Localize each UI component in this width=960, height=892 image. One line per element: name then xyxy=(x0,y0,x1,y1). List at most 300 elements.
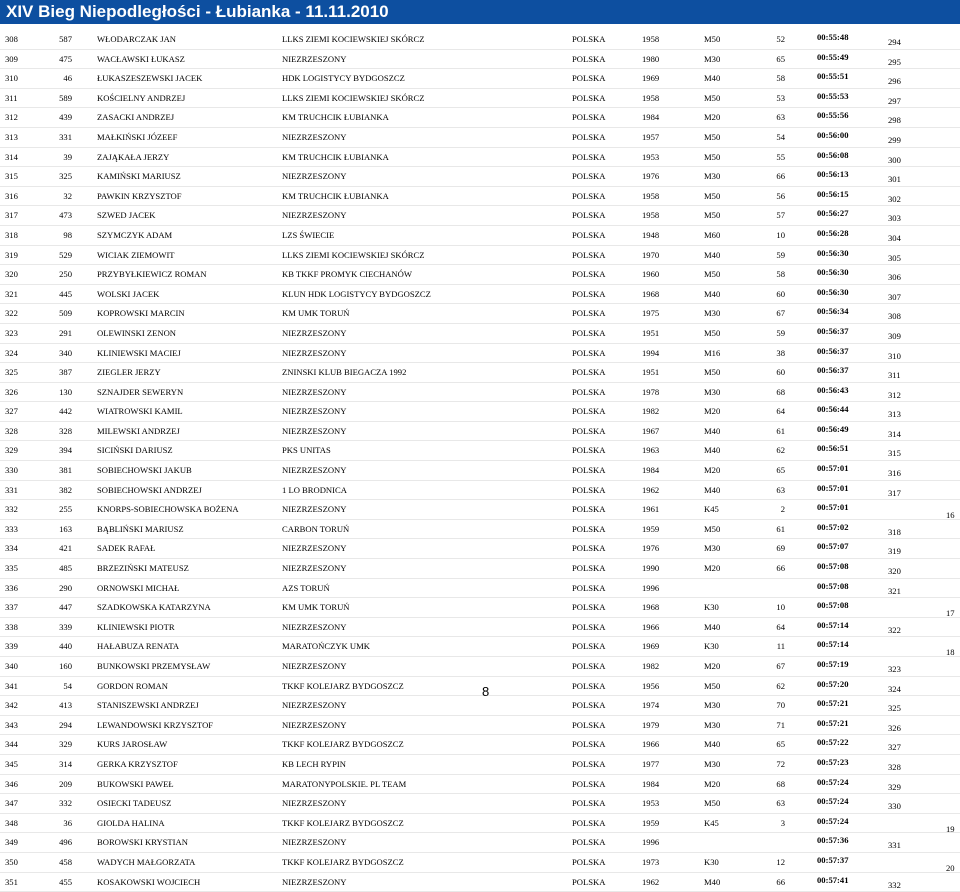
cell-country: POLSKA xyxy=(572,53,606,64)
cell-category: M50 xyxy=(704,798,721,809)
cell-bib: 473 xyxy=(59,210,72,221)
table-row xyxy=(0,775,960,795)
cell-club: NIEZRZESZONY xyxy=(282,876,347,887)
cell-place: 336 xyxy=(5,582,18,593)
cell-women-place: 16 xyxy=(946,510,955,521)
cell-birth-year: 1962 xyxy=(642,876,660,887)
cell-name: SZADKOWSKA KATARZYNA xyxy=(97,602,211,613)
cell-category: M50 xyxy=(704,131,721,142)
cell-category: M16 xyxy=(704,347,721,358)
cell-country: POLSKA xyxy=(572,739,606,750)
cell-club: NIEZRZESZONY xyxy=(282,563,347,574)
cell-time: 00:57:41 xyxy=(817,874,849,885)
table-row xyxy=(0,579,960,599)
cell-place: 310 xyxy=(5,73,18,84)
table-row xyxy=(0,559,960,579)
cell-place: 339 xyxy=(5,641,18,652)
cell-birth-year: 1968 xyxy=(642,602,660,613)
cell-club: NIEZRZESZONY xyxy=(282,543,347,554)
cell-open-place: 319 xyxy=(888,546,901,557)
cell-category-place: 65 xyxy=(776,739,785,750)
cell-country: POLSKA xyxy=(572,700,606,711)
cell-club: NIEZRZESZONY xyxy=(282,386,347,397)
cell-place: 308 xyxy=(5,34,18,44)
cell-bib: 331 xyxy=(59,131,72,142)
cell-club: NIEZRZESZONY xyxy=(282,53,347,64)
cell-bib: 445 xyxy=(59,288,72,299)
cell-category-place: 55 xyxy=(776,151,785,162)
table-row xyxy=(0,226,960,246)
cell-birth-year: 1978 xyxy=(642,386,660,397)
cell-open-place: 299 xyxy=(888,134,901,145)
cell-category: M40 xyxy=(704,445,721,456)
cell-country: POLSKA xyxy=(572,621,606,632)
cell-birth-year: 1957 xyxy=(642,131,660,142)
cell-club: KM TRUCHCIK ŁUBIANKA xyxy=(282,112,389,123)
cell-name: SOBIECHOWSKI ANDRZEJ xyxy=(97,484,202,495)
cell-category: M50 xyxy=(704,92,721,103)
cell-open-place: 332 xyxy=(888,879,901,890)
cell-time: 00:56:51 xyxy=(817,443,849,454)
cell-time: 00:57:01 xyxy=(817,463,849,474)
cell-women-place: 17 xyxy=(946,608,955,619)
cell-country: POLSKA xyxy=(572,34,606,44)
cell-club: NIEZRZESZONY xyxy=(282,131,347,142)
cell-time: 00:57:01 xyxy=(817,502,849,513)
cell-club: NIEZRZESZONY xyxy=(282,406,347,417)
cell-birth-year: 1979 xyxy=(642,719,660,730)
table-row xyxy=(0,755,960,775)
cell-time: 00:56:00 xyxy=(817,129,849,140)
cell-club: NIEZRZESZONY xyxy=(282,327,347,338)
cell-name: PAWKIN KRZYSZTOF xyxy=(97,190,182,201)
page-title: XIV Bieg Niepodległości - Łubianka - 11.11.2010 xyxy=(6,2,389,21)
cell-bib: 509 xyxy=(59,308,72,319)
cell-time: 00:56:30 xyxy=(817,286,849,297)
cell-club: NIEZRZESZONY xyxy=(282,621,347,632)
cell-category-place: 65 xyxy=(776,53,785,64)
cell-name: BUNKOWSKI PRZEMYSŁAW xyxy=(97,661,211,671)
cell-open-place: 329 xyxy=(888,781,901,792)
cell-time: 00:57:37 xyxy=(817,854,849,865)
cell-time: 00:55:53 xyxy=(817,90,849,101)
cell-time: 00:57:22 xyxy=(817,737,849,748)
cell-category: K45 xyxy=(704,504,719,515)
cell-category: K30 xyxy=(704,641,719,652)
cell-time: 00:56:34 xyxy=(817,306,849,317)
cell-place: 333 xyxy=(5,523,18,534)
cell-country: POLSKA xyxy=(572,582,606,593)
cell-open-place: 323 xyxy=(888,664,901,674)
cell-name: WŁODARCZAK JAN xyxy=(97,34,177,44)
cell-name: STANISZEWSKI ANDRZEJ xyxy=(97,700,199,711)
cell-birth-year: 1951 xyxy=(642,327,660,338)
cell-bib: 381 xyxy=(59,465,72,476)
cell-category-place: 62 xyxy=(776,445,785,456)
cell-bib: 340 xyxy=(59,347,72,358)
cell-birth-year: 1963 xyxy=(642,445,660,456)
cell-place: 316 xyxy=(5,190,18,201)
cell-open-place: 315 xyxy=(888,448,901,459)
cell-time: 00:56:43 xyxy=(817,384,849,395)
cell-club: NIEZRZESZONY xyxy=(282,425,347,436)
cell-club: NIEZRZESZONY xyxy=(282,719,347,730)
cell-category: M20 xyxy=(704,112,721,123)
cell-category-place: 59 xyxy=(776,249,785,260)
cell-country: POLSKA xyxy=(572,308,606,319)
cell-bib: 255 xyxy=(59,504,72,515)
cell-category-place: 10 xyxy=(776,602,785,613)
table-row xyxy=(0,441,960,461)
cell-name: KOŚCIELNY ANDRZEJ xyxy=(97,92,186,103)
table-row xyxy=(0,285,960,305)
cell-category: M20 xyxy=(704,661,721,671)
cell-country: POLSKA xyxy=(572,288,606,299)
table-row xyxy=(0,265,960,285)
cell-name: GERKA KRZYSZTOF xyxy=(97,758,178,769)
cell-name: BRZEZIŃSKI MATEUSZ xyxy=(97,563,189,574)
cell-place: 342 xyxy=(5,700,18,711)
cell-open-place: 306 xyxy=(888,272,901,283)
cell-women-place: 18 xyxy=(946,647,955,658)
cell-birth-year: 1973 xyxy=(642,856,660,867)
cell-time: 00:57:08 xyxy=(817,580,849,591)
cell-category: M50 xyxy=(704,210,721,221)
cell-country: POLSKA xyxy=(572,445,606,456)
cell-category: K30 xyxy=(704,602,719,613)
cell-place: 340 xyxy=(5,661,18,671)
cell-club: ZNINSKI KLUB BIEGACZA 1992 xyxy=(282,367,407,378)
cell-country: POLSKA xyxy=(572,367,606,378)
cell-open-place: 312 xyxy=(888,389,901,400)
cell-bib: 163 xyxy=(59,523,72,534)
cell-bib: 485 xyxy=(59,563,72,574)
cell-category-place: 63 xyxy=(776,112,785,123)
table-row xyxy=(0,324,960,344)
cell-name: WACŁAWSKI ŁUKASZ xyxy=(97,53,185,64)
cell-country: POLSKA xyxy=(572,504,606,515)
cell-time: 00:57:24 xyxy=(817,815,849,826)
cell-time: 00:57:19 xyxy=(817,659,849,669)
cell-name: OLEWINSKI ZENON xyxy=(97,327,176,338)
cell-category: M40 xyxy=(704,876,721,887)
cell-category-place: 72 xyxy=(776,758,785,769)
cell-open-place: 305 xyxy=(888,252,901,263)
cell-birth-year: 1984 xyxy=(642,778,660,789)
cell-open-place: 322 xyxy=(888,624,901,635)
cell-open-place: 294 xyxy=(888,37,901,47)
cell-club: KM UMK TORUŃ xyxy=(282,308,350,319)
cell-time: 00:55:51 xyxy=(817,71,849,82)
table-row xyxy=(0,598,960,618)
cell-category-place: 11 xyxy=(776,641,785,652)
cell-name: GORDON ROMAN xyxy=(97,680,168,691)
cell-place: 351 xyxy=(5,876,18,887)
cell-place: 321 xyxy=(5,288,18,299)
cell-country: POLSKA xyxy=(572,523,606,534)
cell-time: 00:55:56 xyxy=(817,110,849,121)
table-row xyxy=(0,30,960,50)
cell-category-place: 3 xyxy=(780,817,785,828)
cell-category-place: 64 xyxy=(776,406,785,417)
table-row xyxy=(0,187,960,207)
table-row xyxy=(0,246,960,266)
cell-name: SZWED JACEK xyxy=(97,210,156,221)
table-row xyxy=(0,814,960,834)
cell-bib: 496 xyxy=(59,837,72,848)
cell-country: POLSKA xyxy=(572,876,606,887)
cell-name: KLINIEWSKI PIOTR xyxy=(97,621,175,632)
cell-time: 00:56:37 xyxy=(817,345,849,356)
cell-bib: 98 xyxy=(63,229,72,240)
cell-club: NIEZRZESZONY xyxy=(282,798,347,809)
cell-birth-year: 1996 xyxy=(642,582,660,593)
cell-name: WADYCH MAŁGORZATA xyxy=(97,856,196,867)
cell-name: WICIAK ZIEMOWIT xyxy=(97,249,175,260)
table-row xyxy=(0,657,960,677)
cell-category-place: 62 xyxy=(776,680,785,691)
cell-club: KM TRUCHCIK ŁUBIANKA xyxy=(282,151,389,162)
cell-category-place: 54 xyxy=(776,131,785,142)
cell-birth-year: 1966 xyxy=(642,621,660,632)
table-row xyxy=(0,735,960,755)
title-banner xyxy=(0,0,960,24)
cell-birth-year: 1994 xyxy=(642,347,660,358)
table-row xyxy=(0,500,960,520)
cell-country: POLSKA xyxy=(572,92,606,103)
cell-birth-year: 1976 xyxy=(642,543,660,554)
cell-club: CARBON TORUŃ xyxy=(282,523,350,534)
cell-category-place: 70 xyxy=(776,700,785,711)
cell-time: 00:57:21 xyxy=(817,698,849,709)
cell-category: M50 xyxy=(704,34,721,44)
cell-country: POLSKA xyxy=(572,269,606,280)
cell-country: POLSKA xyxy=(572,406,606,417)
table-row xyxy=(0,677,960,697)
cell-name: KLINIEWSKI MACIEJ xyxy=(97,347,181,358)
table-row xyxy=(0,618,960,638)
cell-club: LZS ŚWIECIE xyxy=(282,229,335,240)
cell-name: OSIECKI TADEUSZ xyxy=(97,798,172,809)
cell-time: 00:56:30 xyxy=(817,247,849,258)
cell-category: M30 xyxy=(704,53,721,64)
cell-birth-year: 1980 xyxy=(642,53,660,64)
cell-category-place: 52 xyxy=(776,34,785,44)
cell-time: 00:57:08 xyxy=(817,561,849,572)
cell-name: GIOLDA HALINA xyxy=(97,817,165,828)
cell-open-place: 311 xyxy=(888,370,901,381)
cell-category-place: 60 xyxy=(776,367,785,378)
cell-birth-year: 1951 xyxy=(642,367,660,378)
cell-club: TKKF KOLEJARZ BYDGOSZCZ xyxy=(282,817,404,828)
cell-category: M50 xyxy=(704,327,721,338)
cell-time: 00:56:15 xyxy=(817,188,849,199)
table-row xyxy=(0,637,960,657)
table-row xyxy=(0,304,960,324)
cell-birth-year: 1969 xyxy=(642,641,660,652)
cell-club: KM TRUCHCIK ŁUBIANKA xyxy=(282,190,389,201)
cell-bib: 455 xyxy=(59,876,72,887)
cell-place: 312 xyxy=(5,112,18,123)
cell-category-place: 59 xyxy=(776,327,785,338)
cell-category: M30 xyxy=(704,386,721,397)
cell-category: M30 xyxy=(704,700,721,711)
cell-category: M30 xyxy=(704,719,721,730)
cell-open-place: 328 xyxy=(888,761,901,772)
cell-country: POLSKA xyxy=(572,425,606,436)
cell-category-place: 61 xyxy=(776,523,785,534)
cell-country: POLSKA xyxy=(572,171,606,182)
cell-place: 322 xyxy=(5,308,18,319)
cell-club: NIEZRZESZONY xyxy=(282,171,347,182)
cell-place: 323 xyxy=(5,327,18,338)
cell-name: ZIEGLER JERZY xyxy=(97,367,161,378)
cell-country: POLSKA xyxy=(572,719,606,730)
cell-name: ZAJĄKAŁA JERZY xyxy=(97,151,170,162)
table-row xyxy=(0,128,960,148)
table-row xyxy=(0,89,960,109)
cell-category-place: 66 xyxy=(776,563,785,574)
cell-place: 317 xyxy=(5,210,18,221)
cell-open-place: 307 xyxy=(888,291,901,302)
cell-place: 320 xyxy=(5,269,18,280)
table-row xyxy=(0,206,960,226)
cell-place: 314 xyxy=(5,151,18,162)
cell-bib: 439 xyxy=(59,112,72,123)
cell-category-place: 64 xyxy=(776,621,785,632)
cell-bib: 447 xyxy=(59,602,72,613)
cell-club: NIEZRZESZONY xyxy=(282,210,347,221)
cell-place: 332 xyxy=(5,504,18,515)
cell-time: 00:56:08 xyxy=(817,149,849,160)
cell-open-place: 298 xyxy=(888,115,901,126)
table-row xyxy=(0,853,960,873)
cell-country: POLSKA xyxy=(572,758,606,769)
cell-birth-year: 1958 xyxy=(642,190,660,201)
cell-women-place: 20 xyxy=(946,862,955,873)
cell-bib: 314 xyxy=(59,758,72,769)
cell-country: POLSKA xyxy=(572,151,606,162)
cell-open-place: 295 xyxy=(888,56,901,67)
cell-name: SZNAJDER SEWERYN xyxy=(97,386,184,397)
cell-country: POLSKA xyxy=(572,602,606,613)
cell-category-place: 10 xyxy=(776,229,785,240)
cell-club: NIEZRZESZONY xyxy=(282,504,347,515)
cell-birth-year: 1958 xyxy=(642,34,660,44)
cell-place: 326 xyxy=(5,386,18,397)
cell-birth-year: 1984 xyxy=(642,112,660,123)
cell-bib: 421 xyxy=(59,543,72,554)
cell-birth-year: 1958 xyxy=(642,210,660,221)
cell-club: AZS TORUŃ xyxy=(282,582,330,593)
cell-bib: 589 xyxy=(59,92,72,103)
cell-place: 347 xyxy=(5,798,18,809)
cell-bib: 294 xyxy=(59,719,72,730)
cell-open-place: 321 xyxy=(888,585,901,596)
cell-name: LEWANDOWSKI KRZYSZTOF xyxy=(97,719,214,730)
cell-place: 346 xyxy=(5,778,18,789)
cell-place: 334 xyxy=(5,543,18,554)
cell-open-place: 300 xyxy=(888,154,901,165)
cell-bib: 130 xyxy=(59,386,72,397)
table-row xyxy=(0,696,960,716)
cell-time: 00:55:48 xyxy=(817,32,849,42)
cell-club: MARATONYPOLSKIE. PL TEAM xyxy=(282,778,407,789)
cell-place: 309 xyxy=(5,53,18,64)
cell-time: 00:56:28 xyxy=(817,227,849,238)
cell-country: POLSKA xyxy=(572,347,606,358)
cell-place: 325 xyxy=(5,367,18,378)
cell-category-place: 2 xyxy=(780,504,785,515)
cell-country: POLSKA xyxy=(572,131,606,142)
cell-open-place: 310 xyxy=(888,350,901,361)
cell-name: BĄBLIŃSKI MARIUSZ xyxy=(97,523,184,534)
cell-place: 313 xyxy=(5,131,18,142)
cell-club: KM UMK TORUŃ xyxy=(282,602,350,613)
cell-category-place: 68 xyxy=(776,778,785,789)
cell-birth-year: 1956 xyxy=(642,680,660,691)
cell-bib: 209 xyxy=(59,778,72,789)
table-row xyxy=(0,383,960,403)
cell-open-place: 316 xyxy=(888,468,901,479)
cell-time: 00:57:02 xyxy=(817,521,849,532)
cell-time: 00:57:23 xyxy=(817,756,849,767)
cell-category: M40 xyxy=(704,249,721,260)
cell-category-place: 58 xyxy=(776,73,785,84)
cell-category: M50 xyxy=(704,151,721,162)
cell-category: M30 xyxy=(704,758,721,769)
cell-time: 00:57:08 xyxy=(817,600,849,611)
cell-open-place: 303 xyxy=(888,213,901,224)
cell-club: 1 LO BRODNICA xyxy=(282,484,347,495)
cell-time: 00:57:20 xyxy=(817,678,849,689)
cell-country: POLSKA xyxy=(572,229,606,240)
table-row xyxy=(0,833,960,853)
cell-name: KOPROWSKI MARCIN xyxy=(97,308,185,319)
cell-birth-year: 1966 xyxy=(642,739,660,750)
cell-club: NIEZRZESZONY xyxy=(282,347,347,358)
cell-birth-year: 1953 xyxy=(642,151,660,162)
cell-open-place: 314 xyxy=(888,428,901,439)
cell-time: 00:56:27 xyxy=(817,208,849,219)
table-row xyxy=(0,873,960,892)
table-row xyxy=(0,402,960,422)
cell-category-place: 71 xyxy=(776,719,785,730)
cell-club: KB TKKF PROMYK CIECHANÓW xyxy=(282,269,412,280)
cell-bib: 329 xyxy=(59,739,72,750)
cell-country: POLSKA xyxy=(572,210,606,221)
cell-women-place: 19 xyxy=(946,823,955,834)
cell-bib: 328 xyxy=(59,425,72,436)
cell-category: M50 xyxy=(704,523,721,534)
cell-country: POLSKA xyxy=(572,661,606,671)
cell-place: 329 xyxy=(5,445,18,456)
cell-category-place: 60 xyxy=(776,288,785,299)
cell-time: 00:57:01 xyxy=(817,482,849,493)
cell-country: POLSKA xyxy=(572,73,606,84)
cell-place: 345 xyxy=(5,758,18,769)
cell-bib: 46 xyxy=(63,73,72,84)
cell-place: 344 xyxy=(5,739,18,750)
cell-place: 331 xyxy=(5,484,18,495)
cell-time: 00:57:24 xyxy=(817,776,849,787)
cell-name: WOLSKI JACEK xyxy=(97,288,160,299)
cell-category-place: 53 xyxy=(776,92,785,103)
cell-open-place: 324 xyxy=(888,683,901,694)
cell-name: ORNOWSKI MICHAŁ xyxy=(97,582,180,593)
cell-bib: 475 xyxy=(59,53,72,64)
cell-category-place: 65 xyxy=(776,465,785,476)
